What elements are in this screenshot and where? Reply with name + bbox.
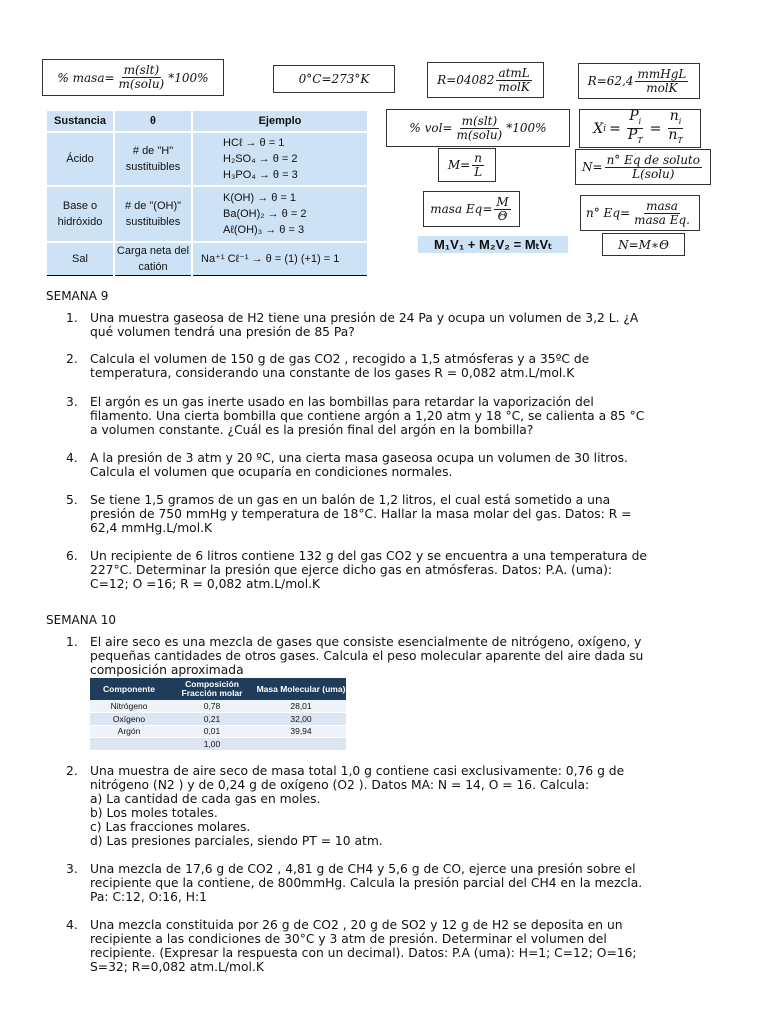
numerator: n [669, 108, 679, 125]
fraction [605, 154, 702, 181]
cell-masa [256, 738, 346, 751]
header-fraccion-molar: Composición Fracción molar [168, 678, 256, 700]
formula-prefix: N= [582, 160, 603, 174]
cell-masa: 39,94 [256, 725, 346, 738]
numerator: M [496, 194, 509, 209]
list-item: 6. Un recipiente de 6 litros contiene 132 g del gas CO2 y se encuentra a una temperatura de 227°C. Determinar la presión que ejerce dicho gas en atmósferas. Datos: P.A. (uma): C=12; O =16; R = 0,082 atm.L/mol.K [66, 549, 647, 591]
fraction [455, 115, 505, 142]
cell-masa: 28,01 [256, 700, 346, 713]
cell-theta: Carga neta del catión [114, 242, 192, 276]
question-text: Calcula el volumen de 150 g de gas CO2 , recogido a 1,5 atmósferas y a 35ºC de temperatura, considerando una constante de los gases R = 0,082 atm.L/mol.K [90, 352, 590, 380]
formula-prefix: masa Eq= [430, 202, 493, 216]
list-item: 1. El aire seco es una mezcla de gases que consiste esencialmente de nitrógeno, oxígeno, y pequeñas cantidades de otros gases. Calcula el peso molecular aparente del aire dada su composición aproximada [66, 635, 644, 677]
header-sustancia: Sustancia [46, 110, 114, 132]
formula-volume-percent [386, 109, 570, 147]
question-text: Una muestra de aire seco de masa total 1,0 g contiene casi exclusivamente: 0,76 g de nitrógeno (N2 ) y de 0,24 g de oxígeno (O2 ). Datos MA: N = 14, O = 16. Calcula: a) La cantidad de cada gas en moles. b) Los moles totales. c) Las fracciones molares. d) Las presiones parciales, siendo PT = 10 atm. [90, 764, 625, 848]
table-row [90, 713, 346, 726]
formula-prefix: X [593, 120, 604, 137]
list-item: 1. Una muestra gaseosa de H2 tiene una presión de 24 Pa y ocupa un volumen de 3,2 L. ¿A qué volumen tendrá una presión de 85 Pa? [66, 311, 639, 339]
section-title-semana-9: SEMANA 9 [46, 289, 109, 303]
numerator: m(slt) [123, 63, 160, 77]
formula-prefix: R=62,4 [587, 74, 634, 88]
formula-r-mmhg [578, 63, 700, 99]
formula-prefix: % vol= [409, 121, 453, 135]
question-text: El aire seco es una mezcla de gases que consiste esencialmente de nitrógeno, oxígeno, y pequeñas cantidades de otros gases. Calcula el peso molecular aparente del aire dada su composición aproximada [90, 635, 644, 677]
cell-masa: 32,00 [256, 713, 346, 726]
example-line: HCℓ → θ = 1 [223, 137, 285, 149]
fraction [472, 152, 484, 179]
header-componente: Componente [90, 678, 168, 700]
formula-suffix: *100% [506, 121, 547, 135]
numerator: atmL [498, 65, 530, 80]
cell-fraccion: 1,00 [168, 738, 256, 751]
equals: = [609, 120, 621, 137]
numerator: n° Eq de soluto [606, 152, 700, 167]
list-item: 3. El argón es un gas inerte usado en las bombillas para retardar la vaporización del filamento. Una cierta bombilla que contiene argón a 1,20 atm y 18 °C, se calienta a 85 °C a volumen constante. ¿Cuál es la presión final del argón en la bombilla? [66, 395, 645, 437]
subscript: T [677, 135, 683, 145]
example-line: H₃PO₄ → θ = 3 [223, 169, 298, 181]
formula-dilution: M₁V₁ + M₂V₂ = MₜVₜ [418, 236, 568, 253]
numerator: m(slt) [461, 113, 498, 128]
cell-componente: Nitrógeno [90, 700, 168, 713]
cell-componente: Argón [90, 725, 168, 738]
question-text: Una muestra gaseosa de H2 tiene una presión de 24 Pa y ocupa un volumen de 3,2 L. ¿A qué volumen tendrá una presión de 85 Pa? [90, 311, 639, 339]
header-masa-molecular: Masa Molecular (uma) [256, 678, 346, 700]
question-text: Una mezcla constituida por 26 g de CO2 , 20 g de SO2 y 12 g de H2 se deposita en un recipiente a las condiciones de 30°C y 3 atm de presión. Determinar el volumen del recipiente. (Expresar la respuesta con un decimal). Datos: P.A (uma): H=1; C=12; O=16; S=32; R=0,082 atm.L/mol.K [90, 918, 637, 974]
denominator: L(solu) [632, 166, 675, 181]
header-ejemplo: Ejemplo [192, 110, 368, 132]
cell-fraccion: 0,21 [168, 713, 256, 726]
fraction [632, 200, 692, 227]
formula-text: 0°C=273°K [298, 72, 370, 86]
denominator: masa Eq. [634, 212, 690, 227]
cell-theta: # de "H" sustituibles [114, 132, 192, 186]
denominator: molK [498, 79, 530, 94]
formula-prefix: % masa= [57, 70, 115, 85]
section-title-semana-10: SEMANA 10 [46, 613, 117, 627]
formula-prefix: n° Eq= [586, 206, 631, 220]
denominator: m(solu) [118, 77, 165, 91]
list-item: 4. A la presión de 3 atm y 20 ºC, una cierta masa gaseosa ocupa un volumen de 30 litros. Calcula el volumen que ocuparía en condiciones normales. [66, 451, 628, 479]
fraction [117, 64, 167, 91]
formula-molarity [438, 148, 496, 182]
subscript: i [678, 117, 682, 126]
formula-normality-molarity [602, 233, 685, 256]
formula-suffix: *100% [168, 70, 209, 85]
cell-fraccion: 0,01 [168, 725, 256, 738]
formula-prefix: M= [447, 158, 471, 172]
subscript: i [603, 123, 607, 134]
formula-normality [575, 149, 711, 185]
question-text: El argón es un gas inerte usado en las bombillas para retardar la vaporización del filamento. Una cierta bombilla que contiene argón a 1,20 atm y 18 °C, se calienta a 85 °C a volumen constante. ¿Cuál es la presión final del argón en la bombilla? [90, 395, 645, 437]
example-line: Ba(OH)₂ → θ = 2 [223, 208, 307, 220]
question-text: Una mezcla de 17,6 g de CO2 , 4,81 g de CH4 y 5,6 g de CO, ejerce una presión sobre el recipiente que la contiene, de 800mmHg. Calcula la presión parcial del CH4 en la mezcla. Pa: C:12, O:16, H:1 [90, 862, 643, 904]
table-row [46, 132, 368, 186]
list-item: 5. Se tiene 1,5 gramos de un gas en un balón de 1,2 litros, el cual está sometido a una presión de 750 mmHg y temperatura de 18°C. Hallar la masa molar del gas. Datos: R = 62,4 mmHg.L/mol.K [66, 493, 632, 535]
example-line: Aℓ(OH)₃ → θ = 3 [223, 224, 305, 236]
table-header-row [46, 110, 368, 132]
fraction [496, 67, 531, 94]
cell-ejemplo: Na⁺¹ Cℓ⁻¹ → θ = (1) (+1) = 1 [192, 242, 368, 276]
list-item: 4. Una mezcla constituida por 26 g de CO2 , 20 g de SO2 y 12 g de H2 se deposita en un recipiente a las condiciones de 30°C y 3 atm de presión. Determinar el volumen del recipiente. (Expresar la respuesta con un decimal). Datos: P.A (uma): H=1; C=12; O=16; S=32; R=0,082 atm.L/mol.K [66, 918, 637, 974]
cell-ejemplo [192, 132, 368, 186]
formula-number-of-equivalents [580, 195, 700, 231]
denominator: m(solu) [456, 127, 503, 142]
denominator: molK [646, 80, 678, 95]
cell-fraccion: 0,78 [168, 700, 256, 713]
table-row [90, 700, 346, 713]
question-text: A la presión de 3 atm y 20 ºC, una cierta masa gaseosa ocupa un volumen de 30 litros. Calcula el volumen que ocuparía en condiciones normales. [90, 451, 628, 479]
cell-theta: # de "(OH)" sustituibles [114, 186, 192, 242]
subscript: i [638, 117, 642, 126]
formula-mass-percent [42, 59, 224, 96]
list-item: 3. Una mezcla de 17,6 g de CO2 , 4,81 g de CH4 y 5,6 g de CO, ejerce una presión sobre el recipiente que la contiene, de 800mmHg. Calcula la presión parcial del CH4 en la mezcla. Pa: C:12, O:16, H:1 [66, 862, 643, 904]
fraction [666, 110, 684, 147]
formula-celsius-kelvin [273, 65, 395, 93]
numerator: masa [646, 198, 678, 213]
equals: = [649, 120, 662, 137]
cell-sustancia: Sal [46, 242, 114, 276]
question-text: Se tiene 1,5 gramos de un gas en un balón de 1,2 litros, el cual está sometido a una presión de 750 mmHg y temperatura de 18°C. Hallar la masa molar del gas. Datos: R = 62,4 mmHg.L/mol.K [90, 493, 632, 535]
substance-theta-table [45, 109, 369, 276]
cell-componente [90, 738, 168, 751]
denominator: L [474, 164, 483, 179]
formula-molar-fraction [579, 109, 701, 148]
table-header-row [90, 678, 346, 700]
denominator: P [627, 127, 638, 143]
numerator: mmHgL [637, 66, 687, 81]
fraction [626, 110, 645, 147]
table-row [46, 242, 368, 276]
table-row [46, 186, 368, 242]
fraction [635, 68, 688, 95]
denominator: n [668, 127, 678, 143]
list-item: 2. Calcula el volumen de 150 g de gas CO2 , recogido a 1,5 atmósferas y a 35ºC de temperatura, considerando una constante de los gases R = 0,082 atm.L/mol.K [66, 352, 590, 380]
question-text: Un recipiente de 6 litros contiene 132 g del gas CO2 y se encuentra a una temperatura de 227°C. Determinar la presión que ejerce dicho gas en atmósferas. Datos: P.A. (uma): C=12; O =16; R = 0,082 atm.L/mol.K [90, 549, 647, 591]
formula-text: N=M∗Θ [618, 237, 669, 252]
air-composition-table [90, 678, 346, 751]
fraction [494, 196, 510, 223]
denominator: Θ [497, 208, 508, 223]
header-theta: θ [114, 110, 192, 132]
cell-componente: Oxígeno [90, 713, 168, 726]
numerator: n [474, 150, 483, 165]
formula-r-atm [427, 62, 544, 98]
subscript: T [637, 135, 643, 145]
cell-ejemplo [192, 186, 368, 242]
list-item: 2. Una muestra de aire seco de masa total 1,0 g contiene casi exclusivamente: 0,76 g de nitrógeno (N2 ) y de 0,24 g de oxígeno (O2 ). Datos MA: N = 14, O = 16. Calcula: a) La cantidad de cada gas en moles. b) Los moles totales. c) Las fracciones molares. d) Las presiones parciales, siendo PT = 10 atm. [66, 764, 625, 848]
table-row [90, 725, 346, 738]
table-row [90, 738, 346, 751]
example-line: K(OH) → θ = 1 [223, 192, 297, 204]
formula-equivalent-mass [423, 191, 520, 227]
cell-sustancia: Ácido [46, 132, 114, 186]
formula-prefix: R=04082 [437, 73, 495, 87]
numerator: P [629, 108, 639, 125]
example-line: H₂SO₄ → θ = 2 [223, 153, 298, 165]
cell-sustancia: Base o hidróxido [46, 186, 114, 242]
